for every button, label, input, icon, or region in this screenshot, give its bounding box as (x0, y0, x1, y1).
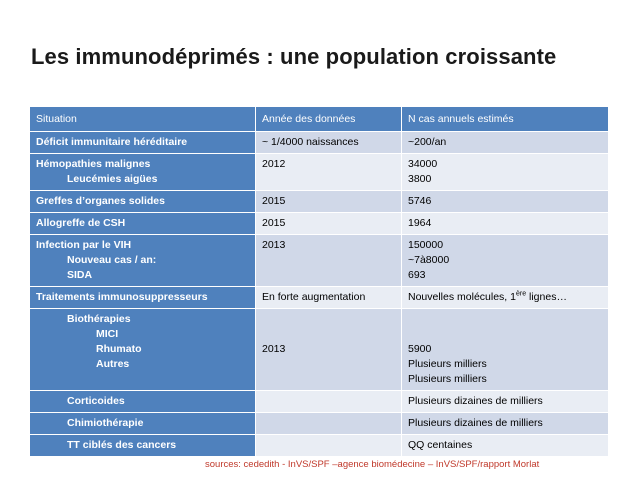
ncas-text: Nouvelles molécules, 1 (408, 291, 516, 303)
cell-situation (30, 413, 256, 435)
ncas-line: Plusieurs dizaines de milliers (408, 395, 543, 407)
ncas-line: ~200/an (408, 136, 447, 148)
header-situation: Situation (30, 107, 256, 132)
cell-situation (30, 287, 256, 309)
ncas-line (408, 312, 602, 327)
situation-line: Corticoides (67, 395, 125, 407)
ncas-line: Plusieurs dizaines de milliers (408, 417, 543, 429)
annee-line: ~ 1/4000 naissances (262, 136, 359, 148)
cell-ncas (402, 235, 609, 287)
situation-line: Rhumato (96, 343, 142, 355)
situation-line: MICI (96, 328, 119, 340)
sources-note: sources: cededith - InVS/SPF –agence biomédecine – InVS/SPF/rapport Morlat (205, 459, 540, 470)
table-row (30, 213, 609, 235)
table-row (30, 132, 609, 154)
data-table (29, 106, 609, 457)
ncas-line: Plusieurs milliers (408, 373, 487, 385)
cell-ncas (402, 413, 609, 435)
cell-ncas (402, 287, 609, 309)
cell-ncas (402, 213, 609, 235)
ncas-line: QQ centaines (408, 439, 473, 451)
cell-ncas (402, 309, 609, 391)
page-title: Les immunodéprimés : une population croissante (31, 44, 557, 69)
cell-annee (256, 435, 402, 457)
situation-line: Nouveau cas / an: (67, 254, 157, 266)
cell-situation (30, 191, 256, 213)
ncas-line: 3800 (408, 173, 432, 185)
cell-annee (256, 132, 402, 154)
cell-annee (256, 235, 402, 287)
header-ncas: N cas annuels estimés (402, 107, 609, 132)
cell-annee (256, 391, 402, 413)
ncas-line: 5746 (408, 195, 432, 207)
table-row (30, 235, 609, 287)
cell-situation (30, 235, 256, 287)
situation-line: Infection par le VIH (36, 239, 132, 251)
ncas-text: lignes… (526, 291, 567, 303)
ncas-line: 5900 (408, 343, 432, 355)
table-row (30, 154, 609, 191)
annee-line: En forte augmentation (262, 291, 366, 303)
annee-line (262, 312, 395, 327)
cell-ncas (402, 154, 609, 191)
header-annee: Année des données (256, 107, 402, 132)
cell-annee (256, 287, 402, 309)
annee-line: 2013 (262, 343, 286, 355)
situation-line: Leucémies aigües (67, 173, 158, 185)
situation-line: TT ciblés des cancers (67, 439, 177, 451)
cell-ncas (402, 435, 609, 457)
cell-annee (256, 309, 402, 391)
table-header-row (30, 107, 609, 132)
cell-situation (30, 213, 256, 235)
table-row (30, 391, 609, 413)
table-row (30, 435, 609, 457)
cell-situation (30, 309, 256, 391)
ncas-line: 693 (408, 269, 426, 281)
annee-line: 2012 (262, 158, 286, 170)
ncas-line: 150000 (408, 239, 444, 251)
situation-line: Autres (96, 358, 130, 370)
situation-line: Chimiothérapie (67, 417, 144, 429)
cell-annee (256, 154, 402, 191)
ncas-line (408, 290, 602, 305)
annee-line: 2015 (262, 195, 286, 207)
annee-line: 2013 (262, 239, 286, 251)
ncas-line (408, 327, 602, 342)
table-row (30, 287, 609, 309)
cell-annee (256, 213, 402, 235)
cell-annee (256, 413, 402, 435)
situation-line: Biothérapies (67, 313, 131, 325)
annee-line (262, 416, 395, 431)
ncas-line: 34000 (408, 158, 438, 170)
cell-annee (256, 191, 402, 213)
cell-situation (30, 391, 256, 413)
ncas-line: 1964 (408, 217, 432, 229)
cell-situation (30, 435, 256, 457)
table-row (30, 309, 609, 391)
annee-line (262, 394, 395, 409)
ncas-line: ~7à8000 (408, 254, 450, 266)
cell-ncas (402, 191, 609, 213)
situation-line: Déficit immunitaire héréditaire (36, 136, 188, 148)
situation-line: Traitements immunosuppresseurs (36, 291, 208, 303)
situation-line: SIDA (67, 269, 93, 281)
situation-line: Greffes d’organes solides (36, 195, 165, 207)
ncas-superscript: ère (515, 290, 527, 298)
cell-situation (30, 132, 256, 154)
annee-line (262, 327, 395, 342)
situation-line: Hémopathies malignes (36, 158, 151, 170)
cell-situation (30, 154, 256, 191)
annee-line (262, 438, 395, 453)
situation-line: Allogreffe de CSH (36, 217, 126, 229)
table-row (30, 191, 609, 213)
table-row (30, 413, 609, 435)
annee-line: 2015 (262, 217, 286, 229)
cell-ncas (402, 391, 609, 413)
cell-ncas (402, 132, 609, 154)
ncas-line: Plusieurs milliers (408, 358, 487, 370)
